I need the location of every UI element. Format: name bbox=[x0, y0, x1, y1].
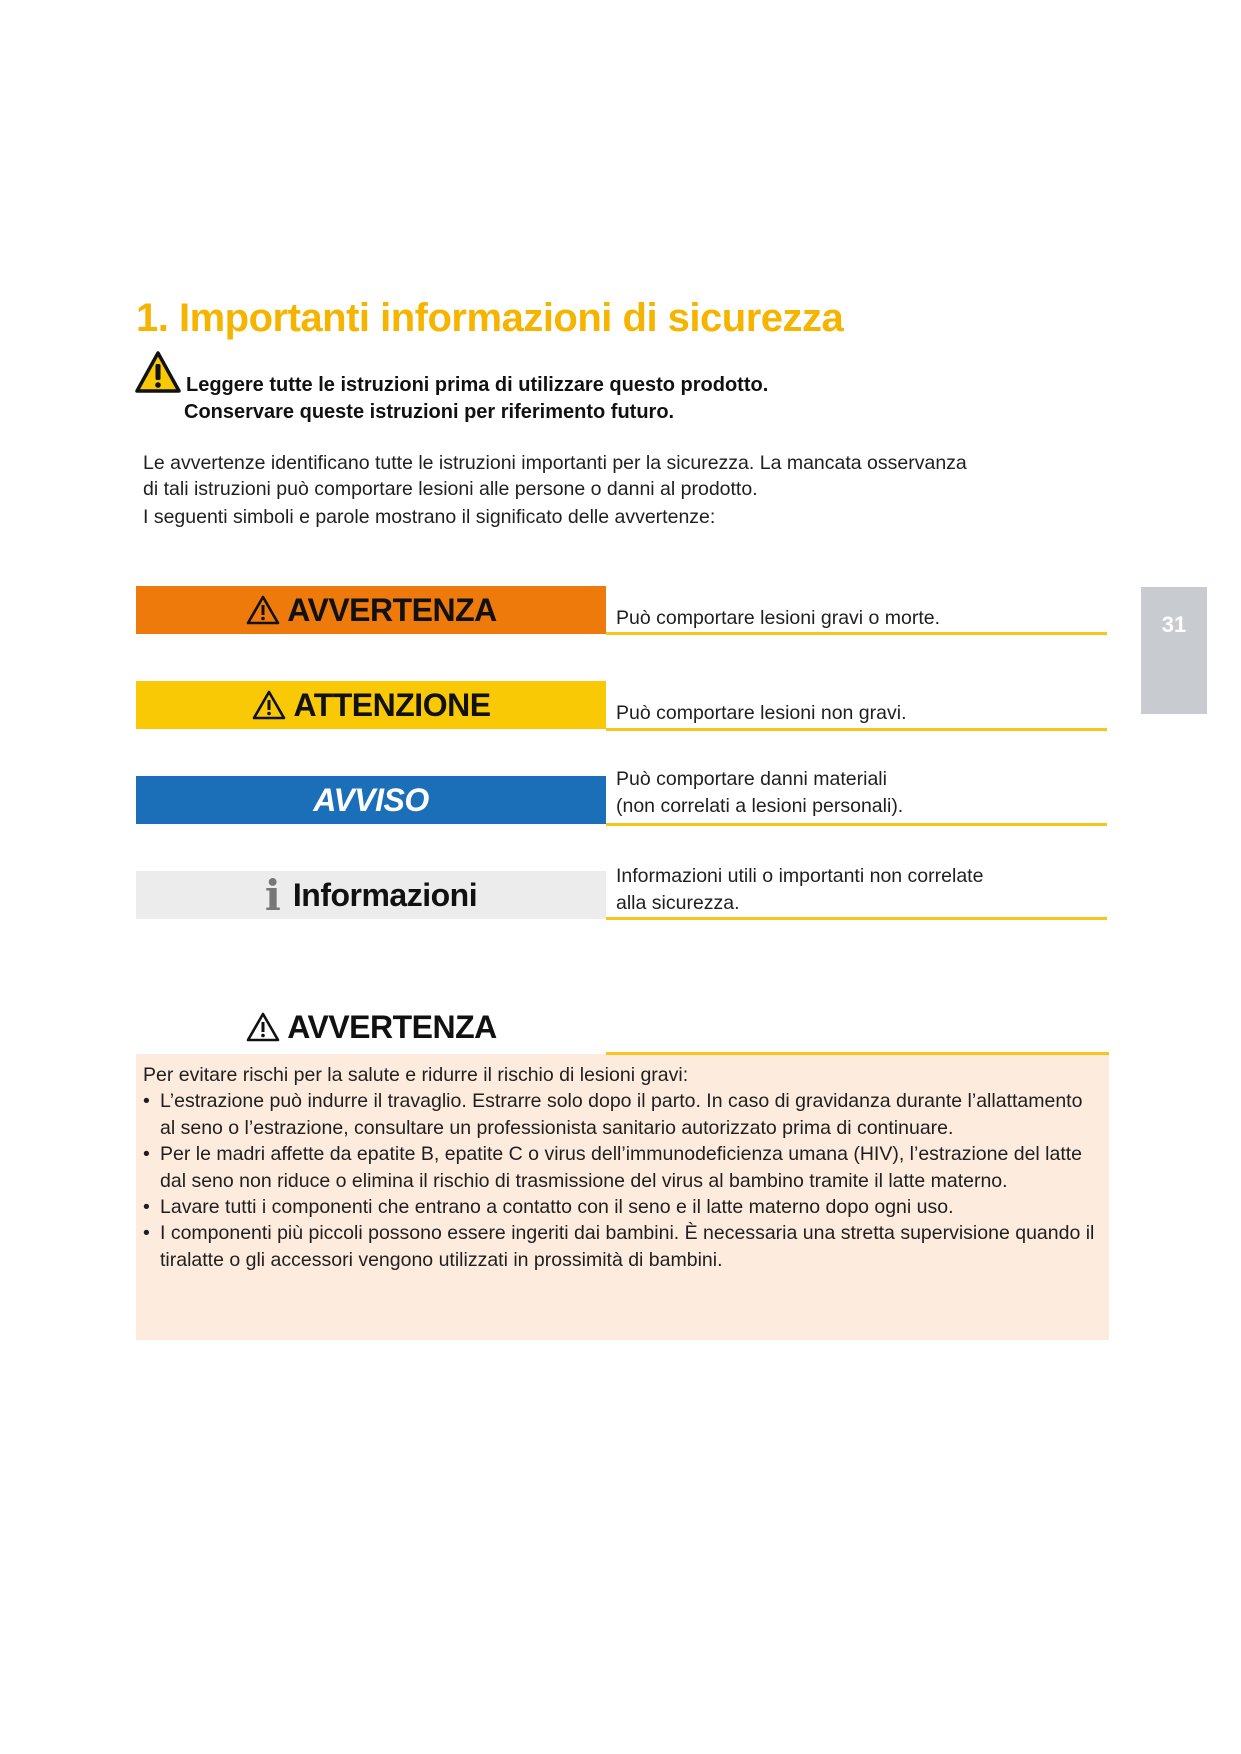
legend-caution-band bbox=[136, 681, 606, 729]
divider bbox=[606, 728, 1107, 731]
warning-box-band bbox=[136, 1003, 606, 1051]
legend-warning-band bbox=[136, 586, 606, 634]
intro-line-1: Le avvertenze identificano tutte le istruzioni importanti per la sicurezza. La mancata osservanza bbox=[143, 452, 967, 474]
legend-notice-band bbox=[136, 776, 606, 824]
list-item: • Lavare tutti i componenti che entrano a contatto con il seno e il latte materno dopo ogni uso. bbox=[143, 1194, 1103, 1220]
page-number: 31 bbox=[1161, 612, 1187, 637]
list-item: • L’estrazione può indurre il travaglio. Estrarre solo dopo il parto. In caso di gravidanza durante l’allattamento al seno o l’estrazione, consultare un professionista sanitario autorizzato prima di continuare. bbox=[143, 1088, 1103, 1141]
divider bbox=[606, 632, 1107, 635]
legend-notice-label: AVVISO bbox=[313, 781, 429, 818]
warning-list bbox=[143, 1088, 1103, 1273]
legend-info-label: Informazioni bbox=[292, 876, 478, 913]
legend-notice-desc-line-2: (non correlati a lesioni personali). bbox=[616, 795, 904, 817]
page-title: 1. Importanti informazioni di sicurezza bbox=[136, 296, 844, 340]
intro-line-3: I seguenti simboli e parole mostrano il significato delle avvertenze: bbox=[143, 506, 716, 528]
legend-notice-desc-line-1: Può comportare danni materiali bbox=[616, 768, 887, 790]
warning-triangle-icon bbox=[245, 1011, 281, 1043]
divider bbox=[606, 917, 1107, 920]
warning-triangle-icon bbox=[245, 594, 281, 626]
warning-box-body bbox=[143, 1062, 1103, 1273]
warning-triangle-icon bbox=[251, 689, 287, 721]
list-item: • I componenti più piccoli possono essere ingeriti dai bambini. È necessaria una stretta supervisione quando il tiralatte o gli accessori vengono utilizzati in prossimità di bambini. bbox=[143, 1220, 1103, 1273]
legend-warning-desc: Può comportare lesioni gravi o morte. bbox=[616, 607, 941, 629]
legend-caution-desc: Può comportare lesioni non gravi. bbox=[616, 702, 907, 724]
legend-info-band bbox=[136, 871, 606, 919]
list-item: • Per le madri affette da epatite B, epatite C o virus dell’immunodeficienza umana (HIV), l’estrazione del latte dal seno non riduce o elimina il rischio di trasmissione del virus al bambino tramite il latte materno. bbox=[143, 1141, 1103, 1194]
legend-notice-desc bbox=[616, 766, 903, 820]
legend-info-desc bbox=[616, 863, 983, 917]
divider bbox=[606, 823, 1107, 826]
warning-box-intro: Per evitare rischi per la salute e ridurre il rischio di lesioni gravi: bbox=[143, 1064, 689, 1086]
legend-info-desc-line-2: alla sicurezza. bbox=[616, 892, 740, 914]
page-number-tab bbox=[1141, 587, 1207, 714]
divider bbox=[606, 1052, 1109, 1055]
warning-triangle-icon bbox=[134, 350, 182, 394]
info-icon: i bbox=[264, 870, 281, 920]
legend-caution-label: ATTENZIONE bbox=[293, 686, 491, 723]
warning-box-label: AVVERTENZA bbox=[287, 1008, 497, 1045]
lead-line-2: Conservare queste istruzioni per riferimento futuro. bbox=[184, 401, 675, 423]
intro-line-2: di tali istruzioni può comportare lesioni alle persone o danni al prodotto. bbox=[143, 478, 758, 500]
lead-line-1: Leggere tutte le istruzioni prima di utilizzare questo prodotto. bbox=[186, 374, 769, 396]
legend-info-desc-line-1: Informazioni utili o importanti non correlate bbox=[616, 865, 984, 887]
legend-warning-label: AVVERTENZA bbox=[287, 591, 497, 628]
